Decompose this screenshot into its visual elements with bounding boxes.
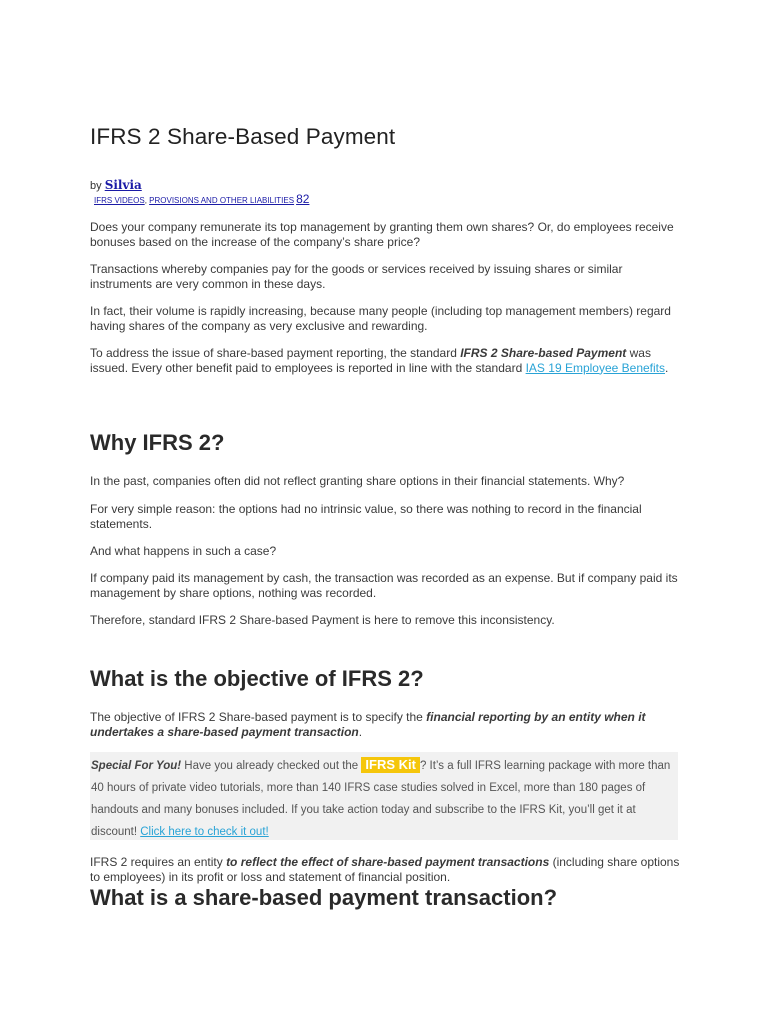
why-paragraph-3: And what happens in such a case?	[90, 544, 277, 558]
intro-paragraph-1: Does your company remunerate its top management by granting them own shares? Or, do employees receive bonuses based on the increase of the company’s share price?	[90, 220, 674, 249]
page-title: IFRS 2 Share-Based Payment	[90, 124, 396, 149]
why-paragraph-2: For very simple reason: the options had no intrinsic value, so there was nothing to record in the financial statements.	[90, 502, 642, 531]
standard-name: IFRS 2 Share-based Payment	[460, 346, 627, 360]
category-list: IFRS VIDEOS, PROVISIONS AND OTHER LIABILITIES 82	[94, 192, 310, 206]
intro-paragraph-2: Transactions whereby companies pay for the goods or services received by issuing shares or similar instruments are very common in these days.	[90, 262, 623, 291]
objective-paragraph-1: The objective of IFRS 2 Share-based payment is to specify the financial reporting by an entity when it undertakes a share-based payment transaction.	[90, 710, 646, 739]
heading-objective: What is the objective of IFRS 2?	[90, 666, 424, 691]
why-paragraph-5: Therefore, standard IFRS 2 Share-based Payment is here to remove this inconsistency.	[90, 613, 555, 627]
byline	[90, 178, 142, 192]
promo-check-it-out-link[interactable]: Click here to check it out!	[140, 826, 269, 838]
intro-paragraph-4: To address the issue of share-based payment reporting, the standard IFRS 2 Share-based Payment was issued. Every other benefit paid to employees is reported in line with the standard IAS 19 Employee Benefits.	[90, 346, 669, 375]
author-link[interactable]: Silvia	[104, 178, 142, 192]
comment-count-link[interactable]: 82	[296, 192, 310, 206]
heading-why-ifrs2: Why IFRS 2?	[90, 430, 225, 455]
promo-box: Special For You! Have you already checked out the IFRS Kit ? It’s a full IFRS learning package with more than 40 hours of private video tutorials, more than 140 IFRS case studies solved in Excel, more than 180 pages of handouts and many bonuses included. If you take action today and subscribe to the IFRS Kit, you’ll get it at discount! Click here to check it out!	[90, 752, 678, 840]
why-paragraph-4: If company paid its management by cash, the transaction was recorded as an expense. But if company paid its management by share options, nothing was recorded.	[90, 571, 678, 600]
why-paragraph-1: In the past, companies often did not reflect granting share options in their financial statements. Why?	[90, 474, 625, 488]
byline-prefix: by	[90, 180, 102, 192]
objective-paragraph-2: IFRS 2 requires an entity to reflect the effect of share-based payment transactions (including share options to employees) in its profit or loss and statement of financial position.	[90, 855, 680, 884]
category-link-provisions[interactable]: PROVISIONS AND OTHER LIABILITIES	[149, 196, 295, 205]
intro-paragraph-3: In fact, their volume is rapidly increasing, because many people (including top management members) regard having shares of the company as very exclusive and rewarding.	[90, 304, 671, 333]
promo-special-label: Special For You!	[91, 760, 182, 772]
heading-share-based-transaction: What is a share-based payment transaction?	[90, 885, 558, 910]
category-link-ifrs-videos[interactable]: IFRS VIDEOS	[94, 196, 145, 205]
ifrs-kit-badge[interactable]: IFRS Kit	[361, 757, 420, 773]
ias19-link[interactable]: IAS 19 Employee Benefits	[525, 360, 666, 375]
